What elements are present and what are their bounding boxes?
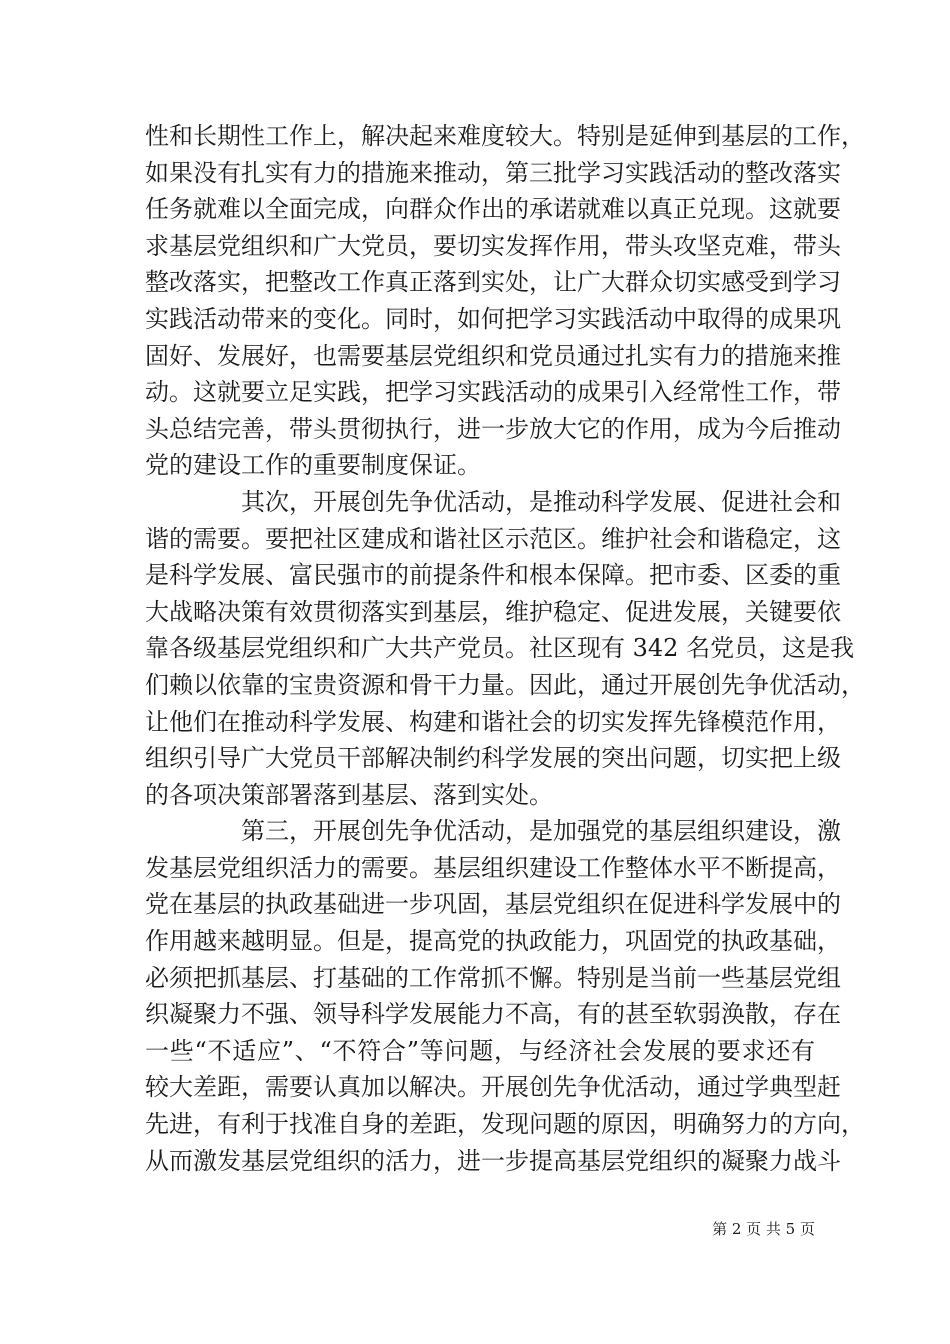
text-line: 先进，有利于找准自身的差距，发现问题的原因，明确努力的方向， — [145, 1110, 865, 1139]
text-line: 动。这就要立足实践，把学习实践活动的成果引入经常性工作，带 — [145, 378, 841, 407]
text-line: 从而激发基层党组织的活力，进一步提高基层党组织的凝聚力战斗 — [145, 1146, 841, 1175]
text-line: 固好、发展好，也需要基层党组织和党员通过扎实有力的措施来推 — [145, 341, 841, 370]
document-body — [145, 118, 865, 1179]
text-line: 性和长期性工作上，解决起来难度较大。特别是延伸到基层的工作， — [145, 122, 865, 150]
text-line: 作用越来越明显。但是，提高党的执政能力，巩固党的执政基础， — [145, 927, 841, 956]
text-line: 们赖以依靠的宝贵资源和骨干力量。因此，通过开展创先争优活动， — [145, 670, 865, 699]
text-line: 组织引导广大党员干部解决制约科学发展的突出问题，切实把上级 — [145, 744, 841, 773]
page-number-footer: 第 2 页 共 5 页 — [712, 1220, 815, 1238]
text-line: 让他们在推动科学发展、构建和谐社会的切实发挥先锋模范作用， — [145, 707, 841, 736]
text-line: 整改落实，把整改工作真正落到实处，让广大群众切实感受到学习 — [145, 268, 841, 297]
text-line: 谐的需要。要把社区建成和谐社区示范区。维护社会和谐稳定，这 — [145, 524, 841, 553]
text-line: 发基层党组织活力的需要。基层组织建设工作整体水平不断提高， — [145, 853, 841, 882]
paragraph — [145, 813, 865, 1179]
text-line: 任务就难以全面完成，向群众作出的承诺就难以真正兑现。这就要 — [145, 195, 841, 224]
text-line: 是科学发展、富民强市的前提条件和根本保障。把市委、区委的重 — [145, 561, 841, 590]
text-line: 党的建设工作的重要制度保证。 — [145, 451, 481, 480]
text-line: 靠各级基层党组织和广大共产党员。社区现有 342 名党员，这是我 — [145, 634, 855, 663]
paragraph — [145, 484, 865, 813]
text-line: 其次，开展创先争优活动，是推动科学发展、促进社会和 — [241, 487, 841, 516]
text-line: 求基层党组织和广大党员，要切实发挥作用，带头攻坚克难，带头 — [145, 231, 841, 260]
paragraph — [145, 118, 865, 484]
text-line: 头总结完善，带头贯彻执行，进一步放大它的作用，成为今后推动 — [145, 414, 841, 443]
text-line: 大战略决策有效贯彻落实到基层，维护稳定、促进发展，关键要依 — [145, 597, 841, 626]
text-line: 如果没有扎实有力的措施来推动，第三批学习实践活动的整改落实 — [145, 158, 841, 187]
text-line: 第三，开展创先争优活动，是加强党的基层组织建设，激 — [241, 817, 841, 846]
text-line: 一些“不适应”、“不符合”等问题，与经济社会发展的要求还有 — [145, 1036, 815, 1065]
text-line: 织凝聚力不强、领导科学发展能力不高，有的甚至软弱涣散，存在 — [145, 1000, 841, 1029]
text-line: 必须把抓基层、打基础的工作常抓不懈。特别是当前一些基层党组 — [145, 963, 841, 992]
text-line: 党在基层的执政基础进一步巩固，基层党组织在促进科学发展中的 — [145, 890, 841, 919]
text-line: 的各项决策部署落到基层、落到实处。 — [145, 780, 553, 809]
text-line: 实践活动带来的变化。同时，如何把学习实践活动中取得的成果巩 — [145, 304, 841, 333]
text-line: 较大差距，需要认真加以解决。开展创先争优活动，通过学典型赶 — [145, 1073, 841, 1102]
